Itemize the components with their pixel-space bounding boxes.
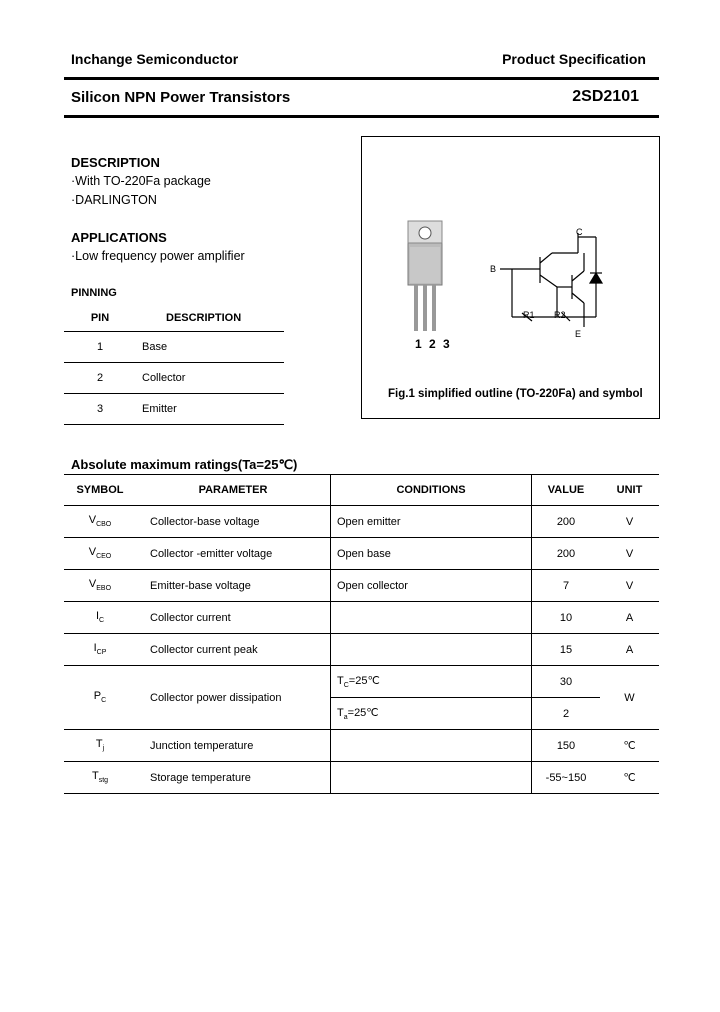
table-row — [64, 602, 659, 634]
r1-label: R1 — [523, 310, 535, 320]
to220-package-icon — [408, 221, 442, 331]
pin-number: 1 — [64, 332, 136, 363]
ratings-table — [64, 474, 659, 794]
symbol-cell: $P_C$ — [64, 666, 136, 730]
symbol-cell: $T_j$ — [64, 730, 136, 762]
parameter-cell: Collector power dissipation — [136, 666, 331, 730]
r2-label: R2 — [554, 310, 566, 320]
table-row — [64, 538, 659, 570]
table-row — [64, 394, 284, 425]
unit-cell: V — [600, 506, 659, 538]
table-row — [64, 332, 284, 363]
symbol-cell: $V_{CBO}$ — [64, 506, 136, 538]
title-rule — [64, 115, 659, 118]
table-row — [64, 730, 659, 762]
value-cell: -55~150 — [532, 762, 601, 794]
symbol-cell: $T_{stg}$ — [64, 762, 136, 794]
condition-cell: Open emitter — [331, 506, 532, 538]
parameter-cell: Collector current peak — [136, 634, 331, 666]
condition-cell — [331, 730, 532, 762]
parameter-header: PARAMETER — [136, 475, 331, 506]
pin-numbers: 1 2 3 — [415, 337, 452, 351]
parameter-cell: Collector -emitter voltage — [136, 538, 331, 570]
condition-cell — [331, 762, 532, 794]
table-row — [64, 762, 659, 794]
table-row — [64, 666, 659, 698]
applications-title: APPLICATIONS — [71, 230, 167, 245]
condition-cell: $T_a=25℃$ — [331, 698, 532, 730]
symbol-cell: $I_C$ — [64, 602, 136, 634]
doc-type: Product Specification — [502, 51, 646, 67]
base-label: B — [490, 264, 497, 274]
figure-caption: Fig.1 simplified outline (TO-220Fa) and symbol — [388, 388, 643, 400]
pin-description: Base — [136, 332, 284, 363]
description-title: DESCRIPTION — [71, 155, 160, 170]
conditions-header: CONDITIONS — [331, 475, 532, 506]
symbol-cell: $V_{CEO}$ — [64, 538, 136, 570]
unit-cell: A — [600, 634, 659, 666]
table-row — [64, 506, 659, 538]
description-item: ·With TO-220Fa package — [71, 174, 211, 188]
pin-description: Collector — [136, 363, 284, 394]
condition-cell: Open collector — [331, 570, 532, 602]
condition-cell: Open base — [331, 538, 532, 570]
symbol-header: SYMBOL — [64, 475, 136, 506]
parameter-cell: Emitter-base voltage — [136, 570, 331, 602]
condition-cell — [331, 634, 532, 666]
parameter-cell: Collector current — [136, 602, 331, 634]
value-header: VALUE — [532, 475, 601, 506]
value-cell: 200 — [532, 538, 601, 570]
pin-header: PIN — [64, 305, 136, 332]
unit-header: UNIT — [600, 475, 659, 506]
parameter-cell: Junction temperature — [136, 730, 331, 762]
value-cell: 15 — [532, 634, 601, 666]
unit-cell: V — [600, 570, 659, 602]
value-cell: 150 — [532, 730, 601, 762]
company-name: Inchange Semiconductor — [71, 51, 239, 67]
figure-box — [361, 136, 660, 419]
symbol-cell: $I_{CP}$ — [64, 634, 136, 666]
table-row — [64, 570, 659, 602]
pin-desc-header: DESCRIPTION — [136, 305, 284, 332]
symbol-cell: $V_{EBO}$ — [64, 570, 136, 602]
parameter-cell: Storage temperature — [136, 762, 331, 794]
condition-cell — [331, 602, 532, 634]
darlington-symbol-icon — [500, 233, 602, 327]
pinning-table — [64, 305, 284, 425]
unit-cell: A — [600, 602, 659, 634]
pin-number: 2 — [64, 363, 136, 394]
unit-cell: ℃ — [600, 730, 659, 762]
pin-number: 3 — [64, 394, 136, 425]
product-line: Silicon NPN Power Transistors — [71, 89, 291, 106]
parameter-cell: Collector-base voltage — [136, 506, 331, 538]
package-and-symbol-drawing — [362, 137, 659, 377]
unit-cell: V — [600, 538, 659, 570]
description-item: ·DARLINGTON — [71, 193, 157, 207]
pin-description: Emitter — [136, 394, 284, 425]
table-row — [64, 634, 659, 666]
value-cell: 200 — [532, 506, 601, 538]
condition-cell: $T_C=25℃$ — [331, 666, 532, 698]
table-row — [64, 363, 284, 394]
value-cell: 30 — [532, 666, 601, 698]
emitter-label: E — [575, 329, 582, 339]
value-cell: 2 — [532, 698, 601, 730]
part-number: 2SD2101 — [572, 88, 639, 105]
unit-cell: ℃ — [600, 762, 659, 794]
application-item: ·Low frequency power amplifier — [71, 249, 245, 263]
pinning-title: PINNING — [71, 287, 117, 299]
value-cell: 10 — [532, 602, 601, 634]
ratings-title: Absolute maximum ratings(Ta=25℃) — [71, 457, 298, 472]
header-rule — [64, 77, 659, 80]
unit-cell: W — [600, 666, 659, 730]
collector-label: C — [576, 227, 583, 237]
value-cell: 7 — [532, 570, 601, 602]
